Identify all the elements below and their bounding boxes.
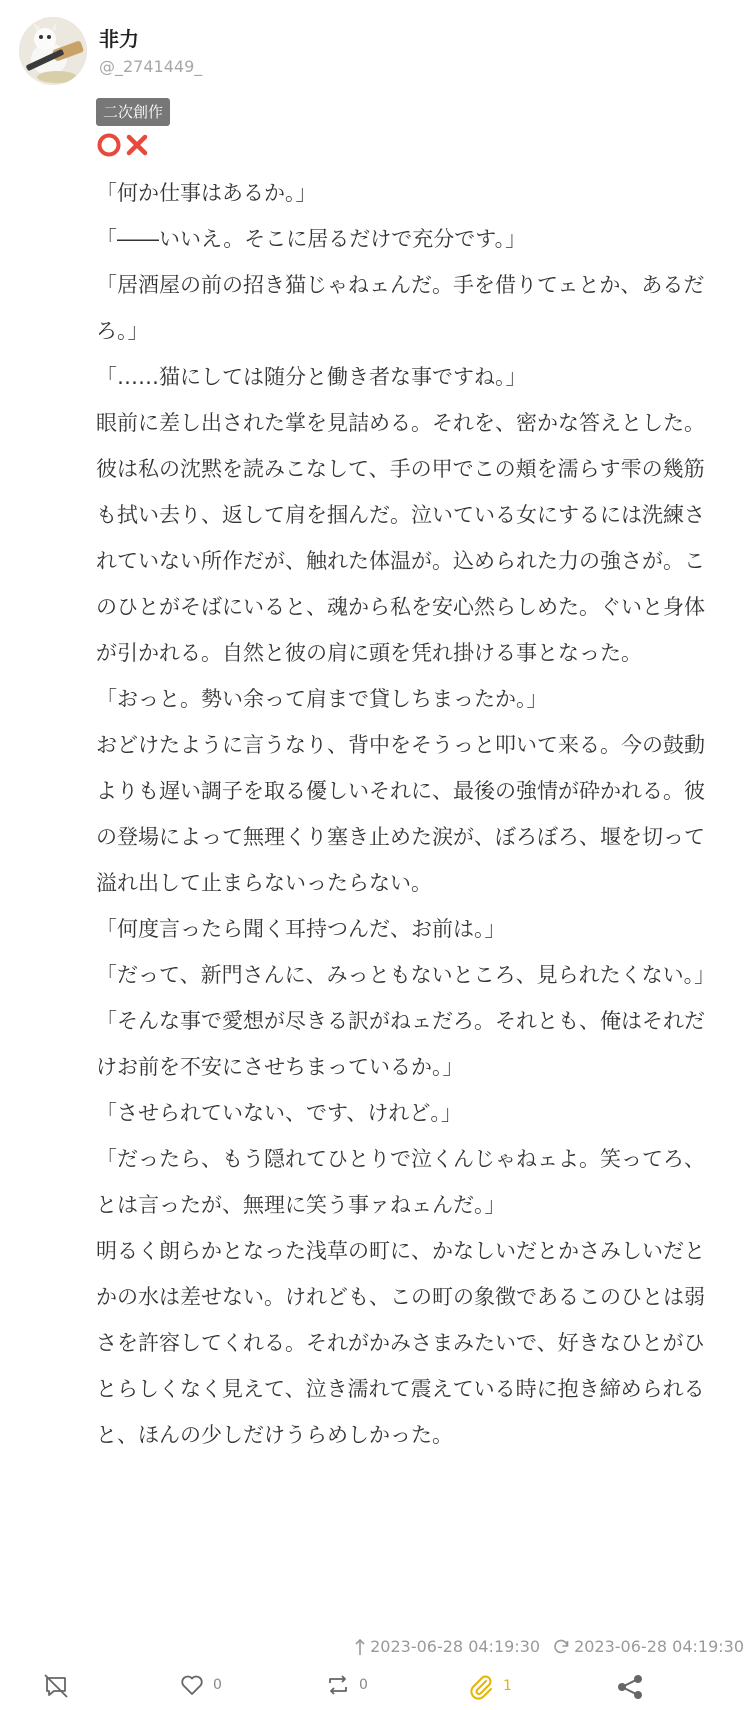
paragraph: 「何度言ったら聞く耳持つんだ、お前は。」 [96, 917, 506, 941]
rating-icons [96, 130, 150, 160]
paragraph: 「――いいえ。そこに居るだけで充分です。」 [96, 227, 527, 251]
paragraph: 「だったら、もう隠れてひとりで泣くんじゃねェよ。笑ってろ、とは言ったが、無理に笑う事ァねェんだ。」 [96, 1147, 705, 1217]
updated-time-text: 2023-06-28 04:19:30 [574, 1637, 744, 1656]
circle-mark-icon [96, 132, 122, 158]
action-bar [0, 1668, 747, 1710]
heart-icon [179, 1672, 205, 1698]
category-tag[interactable]: 二次創作 [96, 98, 170, 126]
user-name[interactable]: 非力 [99, 27, 139, 51]
paragraph: 「何か仕事はあるか。」 [96, 181, 317, 205]
user-handle[interactable]: @_2741449_ [99, 57, 203, 76]
post-body [96, 170, 716, 1458]
paragraph: 「だって、新門さんに、みっともないところ、見られたくない。」 [96, 963, 716, 987]
paragraph: 眼前に差し出された掌を見詰める。それを、密かな答えとした。彼は私の沈黙を読みこなして、手の甲でこの頬を濡らす雫の幾筋も拭い去り、返して肩を掴んだ。泣いている女にするには洗練されていない所作だが、触れた体温が。込められた力の強さが。このひとがそばにいると、魂から私を安心然らしめた。ぐいと身体が引かれる。自然と彼の肩に頭を凭れ掛ける事となった。 [96, 411, 705, 665]
paragraph: 「……猫にしては随分と働き者な事ですね。」 [96, 365, 527, 389]
like-count: 0 [213, 1677, 222, 1693]
hide-button[interactable] [42, 1672, 70, 1700]
paragraph: 「おっと。勢い余って肩まで貸しちまったか。」 [96, 687, 548, 711]
posted-time [354, 1636, 540, 1658]
avatar[interactable] [19, 17, 87, 85]
updated-time [552, 1636, 744, 1658]
paragraph: 明るく朗らかとなった浅草の町に、かなしいだとかさみしいだとかの水は差せない。けれども、この町の象徴であるこのひとは弱さを許容してくれる。それがかみさまみたいで、好きなひとがひとらしくなく見えて、泣き濡れて震えている時に抱き締められると、ほんの少しだけうらめしかった。 [96, 1239, 705, 1447]
paragraph: 「させられていない、です、けれど。」 [96, 1101, 462, 1125]
refresh-icon [552, 1638, 570, 1656]
repost-count: 0 [359, 1677, 368, 1693]
clip-button[interactable] [467, 1672, 512, 1700]
posted-time-text: 2023-06-28 04:19:30 [370, 1637, 541, 1656]
paragraph: 「そんな事で愛想が尽きる訳がねェだろ。それとも、俺はそれだけお前を不安にさせちまっているか。」 [96, 1009, 705, 1079]
hide-bubble-icon [42, 1672, 70, 1700]
paragraph: 「居酒屋の前の招き猫じゃねェんだ。手を借りてェとか、あるだろ。」 [96, 273, 705, 343]
share-button[interactable] [615, 1672, 645, 1702]
paperclip-icon [467, 1672, 495, 1700]
repost-button[interactable] [325, 1672, 368, 1698]
paragraph: おどけたように言うなり、背中をそうっと叩いて来る。今の鼓動よりも遅い調子を取る優しいそれに、最後の強情が砕かれる。彼の登場によって無理くり塞き止めた涙が、ぼろぼろ、堰を切って溢れ出して止まらないったらない。 [96, 733, 705, 895]
share-icon [615, 1672, 645, 1702]
avatar-image [19, 17, 87, 85]
post-timestamps [354, 1636, 744, 1658]
cross-mark-icon [124, 132, 150, 158]
repost-icon [325, 1672, 351, 1698]
like-button[interactable] [179, 1672, 222, 1698]
arrow-up-icon [354, 1638, 366, 1656]
clip-count: 1 [503, 1678, 512, 1694]
